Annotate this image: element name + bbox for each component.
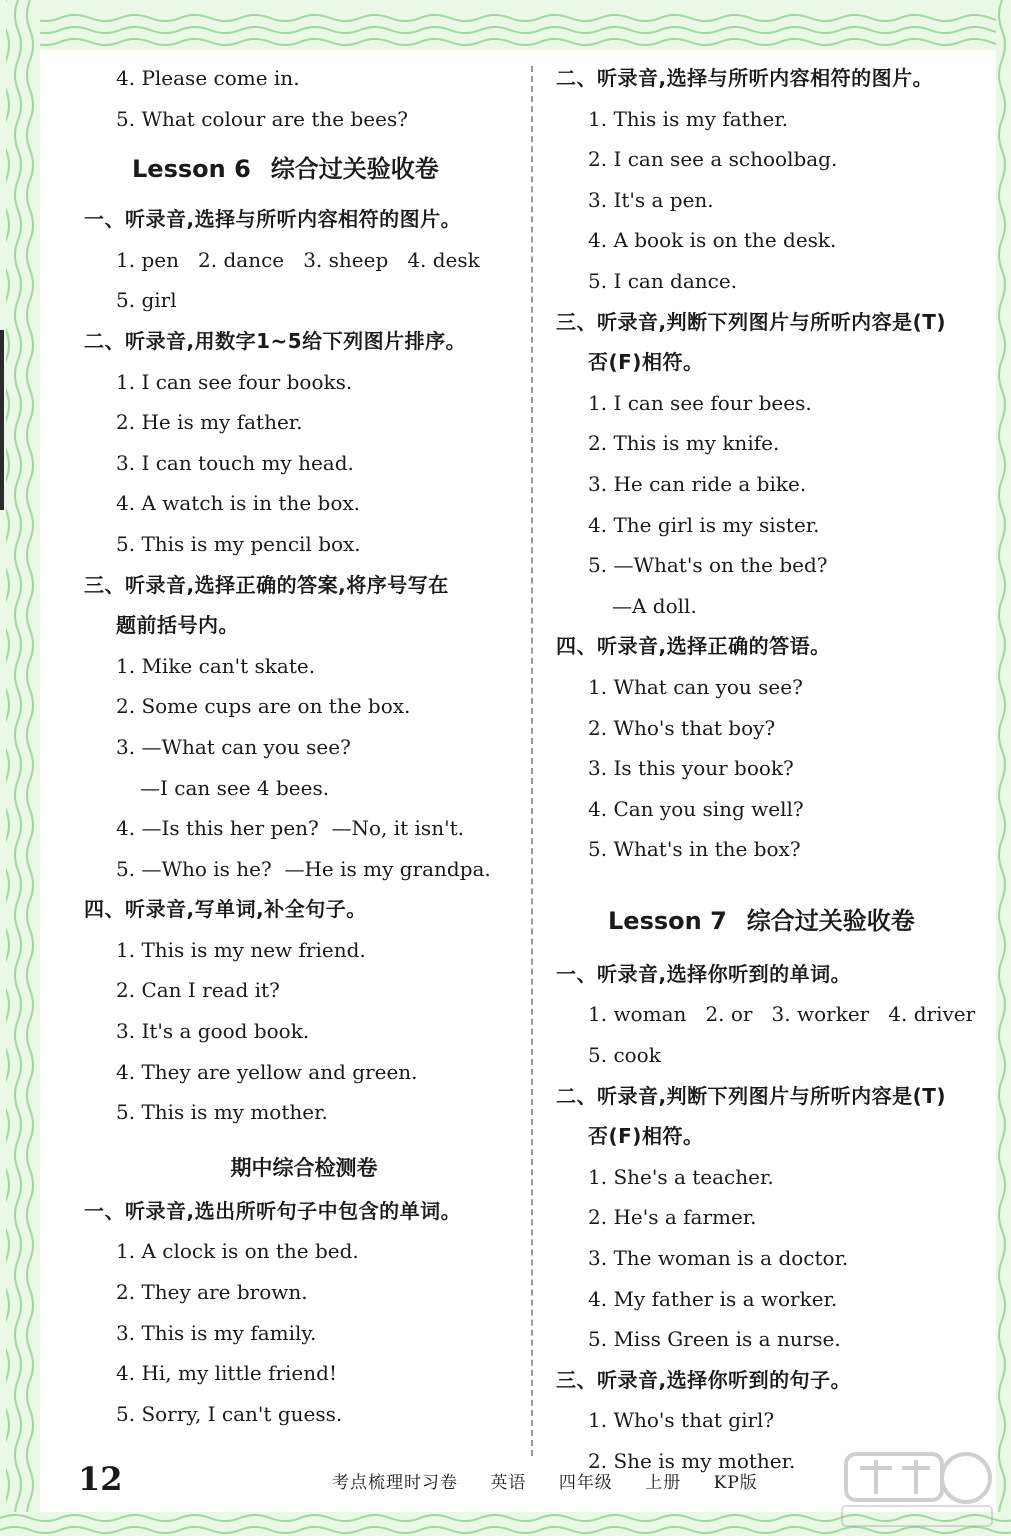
list-item: 1. Mike can't skate. [116, 653, 316, 678]
list-item: 3. —What can you see? [116, 734, 351, 759]
section-heading: 二、听录音,选择与所听内容相符的图片。 [556, 66, 934, 90]
list-item: 2. This is my knife. [588, 431, 780, 456]
list-item: 5. —What's on the bed? [588, 553, 828, 578]
section-heading: 二、听录音,判断下列图片与所听内容是(T) [556, 1083, 947, 1108]
footer-edition: KP版 [713, 1473, 758, 1493]
list-item: 5. What's in the box? [588, 837, 801, 862]
list-item: 4. A book is on the desk. [588, 228, 837, 253]
list-item: 3. It's a good book. [116, 1019, 310, 1044]
list-item: 4. —Is this her pen? —No, it isn't. [116, 816, 464, 841]
answer-logo-icon [836, 1446, 996, 1530]
list-item: 2. He's a farmer. [588, 1205, 757, 1230]
list-item: 4. Hi, my little friend! [116, 1361, 337, 1386]
list-item: —A doll. [612, 593, 697, 618]
list-item: 1. pen 2. dance 3. sheep 4. desk [116, 247, 480, 272]
section-heading: 一、听录音,选择你听到的单词。 [556, 961, 852, 986]
section-heading: 三、听录音,选择你听到的句子。 [556, 1367, 852, 1392]
list-item: 5. —Who is he? —He is my grandpa. [116, 856, 491, 881]
list-item: 5. Miss Green is a nurse. [588, 1327, 841, 1352]
section-heading: 三、听录音,判断下列图片与所听内容是(T) [556, 309, 947, 334]
footer-book-title: 考点梳理时习卷 [332, 1473, 458, 1493]
list-item: 5. What colour are the bees? [116, 106, 408, 131]
list-item: 2. I can see a schoolbag. [588, 147, 838, 172]
footer-grade: 四年级 [558, 1473, 613, 1493]
list-item: 2. He is my father. [116, 410, 303, 435]
lesson7-title: Lesson 7 综合过关验收卷 [608, 906, 915, 935]
list-item: 3. Is this your book? [588, 756, 794, 781]
section-heading-continued: 题前括号内。 [116, 613, 239, 638]
list-item: 3. The woman is a doctor. [588, 1246, 849, 1271]
list-item: 4. A watch is in the box. [116, 491, 361, 516]
list-item: 1. This is my new friend. [116, 937, 366, 962]
section-heading: 一、听录音,选出所听句子中包含的单词。 [84, 1198, 462, 1223]
list-item: 3. This is my family. [116, 1320, 317, 1345]
list-item: 3. He can ride a bike. [588, 471, 807, 496]
section-heading: 三、听录音,选择正确的答案,将序号写在 [84, 572, 449, 597]
list-item: 1. What can you see? [588, 674, 803, 699]
list-item: 1. Who's that girl? [588, 1408, 775, 1433]
list-item: 4. The girl is my sister. [588, 512, 820, 537]
section-heading-continued: 否(F)相符。 [588, 1124, 704, 1149]
list-item: 5. I can dance. [588, 268, 738, 293]
list-item: —I can see 4 bees. [140, 775, 330, 800]
list-item: 1. A clock is on the bed. [116, 1239, 359, 1264]
list-item: 4. They are yellow and green. [116, 1059, 418, 1084]
lesson6-title: Lesson 6 综合过关验收卷 [132, 155, 439, 184]
list-item: 5. Sorry, I can't guess. [116, 1401, 343, 1426]
list-item: 5. This is my pencil box. [116, 531, 361, 556]
list-item: 3. It's a pen. [588, 187, 714, 212]
column-divider [531, 66, 533, 1456]
list-item: 1. I can see four bees. [588, 390, 812, 415]
list-item: 2. Can I read it? [116, 978, 280, 1003]
footer-subject: 英语 [490, 1473, 527, 1493]
section-heading-continued: 否(F)相符。 [588, 350, 704, 375]
list-item: 4. Can you sing well? [588, 796, 804, 821]
list-item: 1. woman 2. or 3. worker 4. driver [588, 1002, 976, 1027]
section-heading: 四、听录音,写单词,补全句子。 [84, 897, 367, 922]
list-item: 5. This is my mother. [116, 1100, 328, 1125]
list-item: 2. Who's that boy? [588, 715, 776, 740]
list-item: 1. She's a teacher. [588, 1164, 774, 1189]
section-heading: 二、听录音,用数字1~5给下列图片排序。 [84, 328, 467, 353]
footer-book-info [332, 1468, 784, 1493]
list-item: 2. She is my mother. [588, 1449, 796, 1473]
midterm-title: 期中综合检测卷 [230, 1155, 378, 1180]
left-column [84, 58, 524, 1434]
section-heading: 四、听录音,选择正确的答语。 [556, 634, 831, 659]
list-item: 5. girl [116, 288, 177, 313]
list-item: 2. They are brown. [116, 1280, 308, 1305]
list-item: 1. I can see four books. [116, 369, 353, 394]
list-item: 5. cook [588, 1043, 661, 1068]
list-item: 4. Please come in. [116, 66, 300, 90]
list-item: 3. I can touch my head. [116, 450, 354, 475]
section-heading: 一、听录音,选择与所听内容相符的图片。 [84, 207, 462, 232]
right-column [556, 58, 996, 1482]
list-item: 1. This is my father. [588, 106, 789, 131]
page-number: 12 [78, 1460, 123, 1498]
list-item: 2. Some cups are on the box. [116, 694, 411, 719]
footer-volume: 上册 [645, 1473, 682, 1493]
list-item: 4. My father is a worker. [588, 1286, 838, 1311]
